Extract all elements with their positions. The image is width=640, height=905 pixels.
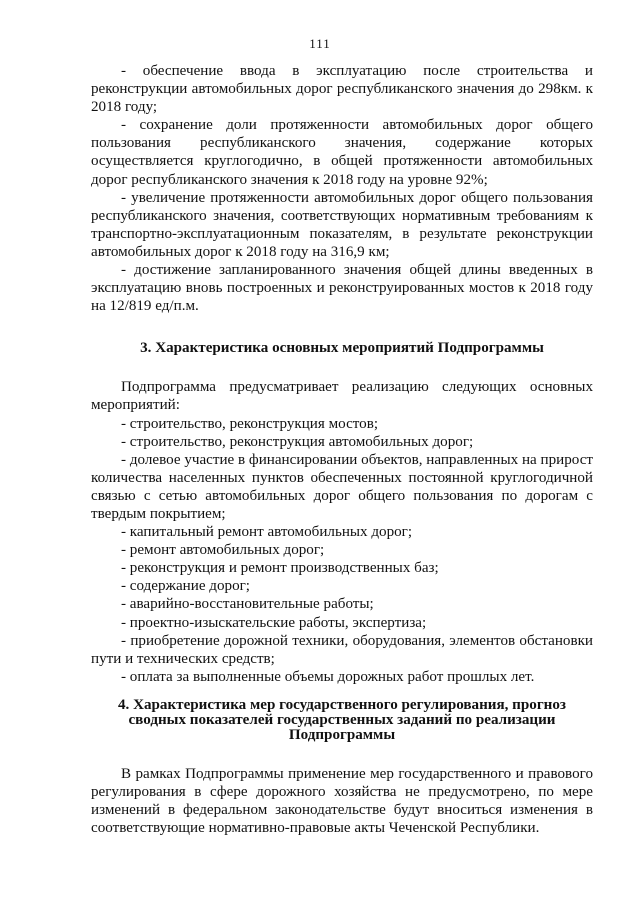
list-item: - ремонт автомобильных дорог; — [121, 542, 325, 559]
document-body — [91, 62, 593, 837]
list-item: - приобретение дорожной техники, оборудования, элементов обстановки пути и технических средств; — [91, 632, 593, 667]
list-item: - обеспечение ввода в эксплуатацию после строительства и реконструкции автомобильных дорог республиканского значения до 298км. к 2018 году; — [91, 63, 593, 116]
list-item: - проектно-изыскательские работы, экспертиза; — [121, 614, 427, 631]
section-3-list — [91, 415, 593, 686]
list-item: - реконструкция и ремонт производственных баз; — [121, 560, 439, 577]
list-item: - строительство, реконструкция мостов; — [121, 415, 379, 432]
list-item: - увеличение протяженности автомобильных дорог общего пользования республиканского значения, соответствующих нормативным требованиям к транспортно-эксплуатационным показателям, в результате реконструкции автомобильных дорог к 2018 году на 316,9 км; — [91, 189, 593, 260]
list-item: - капитальный ремонт автомобильных дорог; — [121, 524, 413, 541]
list-item: - оплата за выполненные объемы дорожных работ прошлых лет. — [121, 668, 535, 685]
list-item: - аварийно-восстановительные работы; — [121, 596, 374, 613]
list-item: - достижение запланированного значения общей длины введенных в эксплуатацию вновь построенных и реконструированных мостов к 2018 году на 12/819 ед/п.м. — [91, 262, 593, 315]
section-3-heading: 3. Характеристика основных мероприятий Подпрограммы — [140, 340, 544, 357]
intro-list — [91, 62, 593, 315]
section-3-intro: Подпрограмма предусматривает реализацию следующих основных мероприятий: — [91, 379, 593, 414]
section-4-body: В рамках Подпрограммы применение мер государственного и правового регулирования в сфере дорожного хозяйства не предусмотрено, по мере изменений в федеральном законодательстве будут вноситься изменения в соответствующие нормативно-правовые акты Чеченской Республики. — [91, 765, 593, 837]
list-item: - строительство, реконструкция автомобильных дорог; — [121, 433, 474, 450]
list-item: - долевое участие в финансировании объектов, направленных на прирост количества населенных пунктов обеспеченных постоянной круглогодичной связью с сетью автомобильных дорог общего пользования по дорогам с твердым покрытием; — [91, 451, 593, 522]
list-item: - содержание дорог; — [121, 578, 250, 595]
list-item: - сохранение доли протяженности автомобильных дорог общего пользования республиканского значения, содержание которых осуществляется круглогодично, в общей протяженности автомобильных дорог республиканского значения к 2018 году на уровне 92%; — [91, 117, 593, 188]
section-4-heading: 4. Характеристика мер государственного регулирования, прогноз сводных показателей государственных заданий по реализации Подпрограммы — [118, 696, 566, 743]
page-number: 111 — [309, 36, 331, 51]
